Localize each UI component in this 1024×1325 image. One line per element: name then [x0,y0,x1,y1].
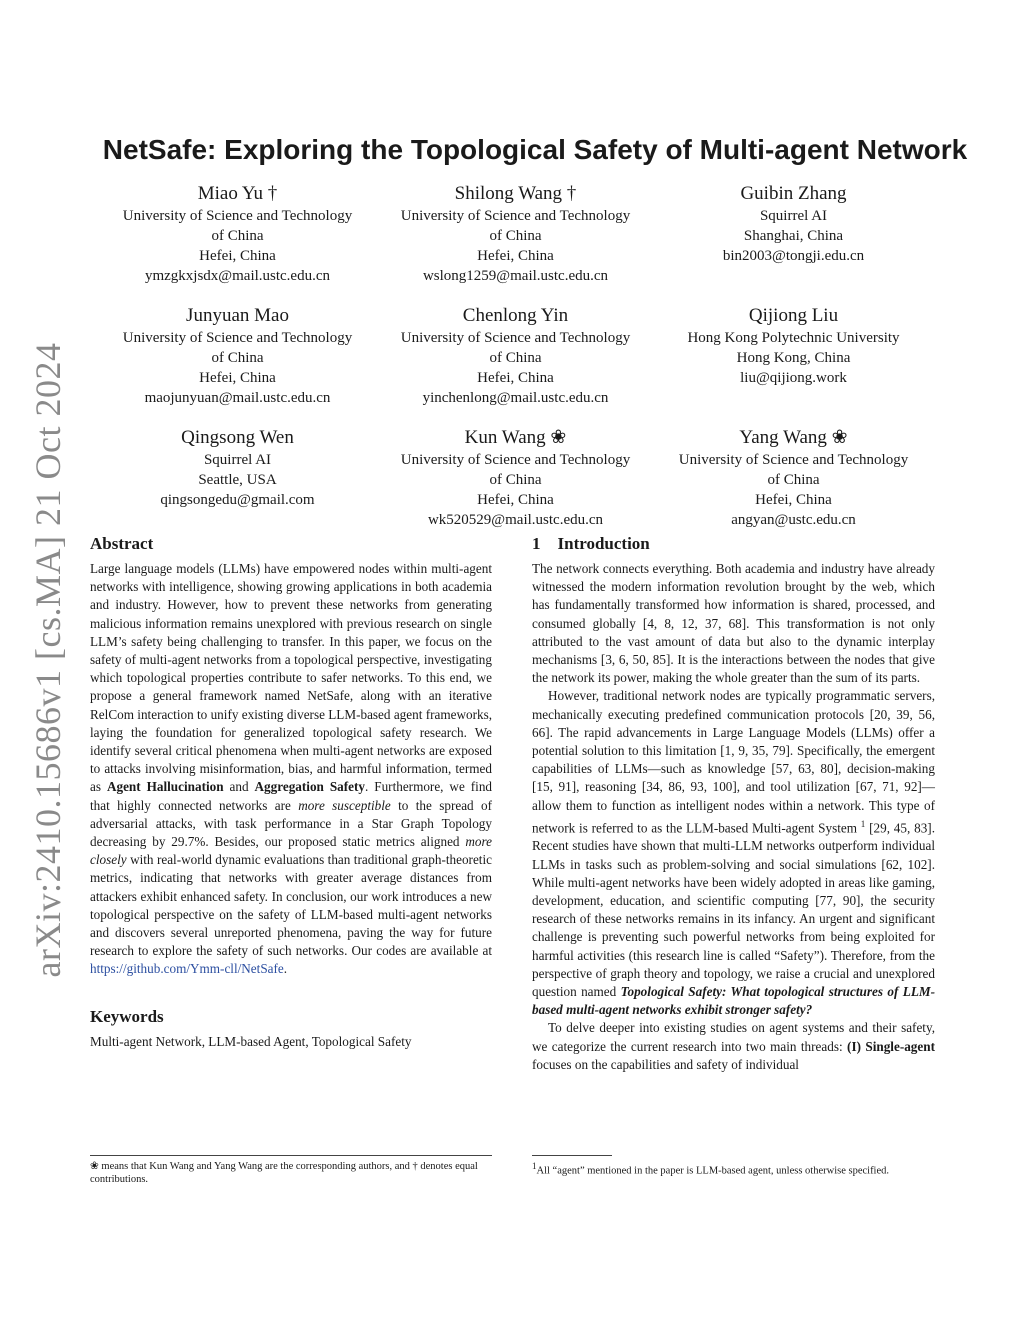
author-email[interactable]: wk520529@mail.ustc.edu.cn [427,512,604,528]
author-email[interactable]: liu@qijiong.work [740,370,847,386]
footnote-ref[interactable]: 1 [860,818,866,829]
author-affiliation: of China [767,472,820,488]
author-email[interactable]: ymzgkxjsdx@mail.ustc.edu.cn [144,268,331,284]
author-email[interactable]: wslong1259@mail.ustc.edu.cn [422,268,609,284]
author-location: Hefei, China [199,370,276,386]
author-location: Hong Kong, China [736,350,851,366]
footnote-right: $^1$All “agent” mentioned in the paper is LLM-based agent, unless otherwise specified. [532,1155,935,1178]
author-affiliation: of China [489,228,542,244]
author-affiliation: University of Science and Technology [122,330,353,346]
author-affiliation: Squirrel AI [759,208,828,224]
author-location: Hefei, China [755,492,832,508]
intro-paragraph: To delve deeper into existing studies on agent systems and their safety, we categorize the current research into two main threads: (I) Single-agent focuses on the capabilities and safety of individual [532,1020,935,1072]
footnote-left: ❀ means that Kun Wang and Yang Wang are the corresponding authors, and † denotes equal contributions. [90,1155,492,1186]
author-affiliation: Hong Kong Polytechnic University [687,330,900,346]
author-email[interactable]: maojunyuan@mail.ustc.edu.cn [144,390,331,406]
author-affiliation: University of Science and Technology [400,452,631,468]
author-block [378,182,653,286]
author-affiliation: University of Science and Technology [678,452,909,468]
author-location: Shanghai, China [743,228,844,244]
author-email[interactable]: yinchenlong@mail.ustc.edu.cn [422,390,609,406]
author-location: Hefei, China [477,492,554,508]
author-affiliation: University of Science and Technology [122,208,353,224]
author-affiliation: of China [489,350,542,366]
arxiv-stamp: arXiv:2410.15686v1 [cs.MA] 21 Oct 2024 [28,342,68,978]
author-location: Seattle, USA [198,472,277,488]
author-name: Qijiong Liu [748,305,839,326]
author-affiliation: of China [489,472,542,488]
author-name: Chenlong Yin [462,305,569,326]
abstract-heading: Abstract [90,534,154,553]
author-name: Yang Wang ❀ [739,427,848,448]
author-block [378,304,653,408]
author-block [100,426,375,530]
author-grid [100,182,940,530]
author-block [100,182,375,286]
author-block [656,182,931,286]
author-name: Miao Yu † [197,183,278,204]
intro-paragraph: The network connects everything. Both academia and industry have already witnessed the modern information revolution brought by the web, which has fundamentally transformed how information is shared, processed, and consumed globally [4, 8, 12, 37, 68]. This transformation is not only attributed to the vast amount of data but also to the dynamic interplay mechanisms [3, 6, 50, 85]. It is the interactions between the nodes that give the network its power, making the whole greater than the sum of its parts. [532,561,935,686]
author-email[interactable]: qingsongedu@gmail.com [160,492,315,508]
author-name: Qingsong Wen [181,427,294,448]
author-affiliation: of China [211,350,264,366]
author-affiliation: University of Science and Technology [400,208,631,224]
github-link[interactable]: https://github.com/Ymm-cll/NetSafe [90,961,284,977]
author-affiliation: Squirrel AI [203,452,272,468]
author-name: Kun Wang ❀ [464,427,567,448]
author-email[interactable]: bin2003@tongji.edu.cn [722,248,865,264]
author-affiliation: of China [211,228,264,244]
author-block [656,304,931,408]
left-column [90,534,492,1051]
abstract-text: Large language models (LLMs) have empowered nodes within multi-agent networks with intelligence, showing growing applications in both academia and industry. However, how to prevent these networks from generating malicious information remains unexplored with previous research on single LLM’s safety being challenging to transfer. In this paper, we focus on the safety of multi-agent networks from a topological perspective, investigating which topological properties contribute to safer networks. To this end, we propose a general framework named NetSafe, along with an iterative RelCom interaction to unify existing diverse LLM-based agent frameworks, laying the foundation for generalized topological safety research. We identify several critical phenomena when multi-agent networks are exposed to attacks involving misinformation, bias, and harmful information, termed as Agent Hallucination and Aggregation Safety. Furthermore, we find that highly connected networks are more susceptible to the spread of adversarial attacks, with task performance in a Star Graph Topology decreasing by 29.7%. Besides, our proposed static metrics aligned more closely with real-world dynamic evaluations than traditional graph-theoretic metrics, indicating that networks with greater average distances from attackers exhibit enhanced safety. In conclusion, our work introduces a new topological perspective on the safety of LLM-based multi-agent networks and discovers several unreported phenomena, paving the way for future research to explore the safety of such networks. Our codes are available at https://github.com/Ymm-cll/NetSafe. [90,561,493,977]
author-name: Shilong Wang † [454,183,577,204]
author-block [378,426,653,530]
author-location: Hefei, China [477,248,554,264]
intro-paragraph: However, traditional network nodes are typically programmatic servers, mechanically executing predefined communication protocols [20, 39, 56, 66]. The rapid advancements in Large Language Models (LLMs) offer a potential solution to this limitation [1, 9, 35, 79]. Specifically, the emergent capabilities of LLMs—such as knowledge [57, 63, 80], decision-making [15, 91], reasoning [34, 86, 93, 100], and tool utilization [67, 71, 92]—allow them to function as intelligent nodes within a network. This type of network is referred to as the LLM-based Multi-agent System $^1$ [29, 45, 83]. Recent studies have shown that multi-LLM networks outperform individual LLMs in tasks such as problem-solving and social simulations [62, 102]. While multi-agent networks have been widely adopted in areas like gaming, development, education, and scientific computing [77, 90], the security research of these networks remains in its infancy. An urgent and significant challenge is preventing such powerful networks from being exploited for harmful activities (this research line is called “Safety”). Therefore, from the perspective of graph theory and topology, we raise a crucial and unexplored question named Topological Safety: What topological structures of LLM-based multi-agent networks exhibit stronger safety? [532,688,935,1018]
keywords-heading: Keywords [90,1006,164,1026]
author-block [656,426,931,530]
paper-title: NetSafe: Exploring the Topological Safety of Multi-agent Network [102,134,968,165]
author-block [100,304,375,408]
author-name: Junyuan Mao [186,305,289,326]
author-name: Guibin Zhang [740,183,847,204]
author-location: Hefei, China [477,370,554,386]
intro-heading: 1 Introduction [532,534,650,553]
footnote-rule [532,1155,612,1156]
right-column [532,534,935,1074]
keywords-text: Multi-agent Network, LLM-based Agent, Topological Safety [90,1033,412,1049]
author-affiliation: University of Science and Technology [400,330,631,346]
author-email[interactable]: angyan@ustc.edu.cn [731,512,856,528]
author-location: Hefei, China [199,248,276,264]
